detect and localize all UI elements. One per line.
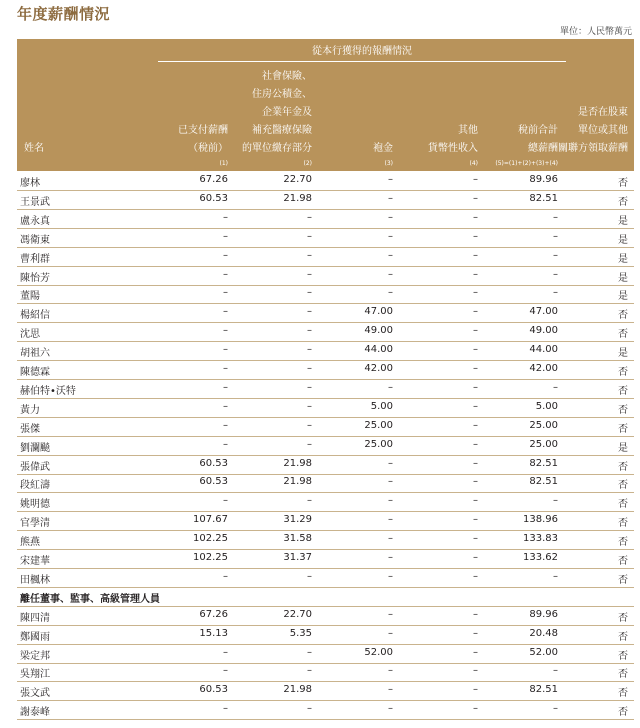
cell-c6: 否 [618, 688, 628, 700]
cell-c5: 42.00 [529, 363, 558, 374]
cell-c2: 21.98 [283, 192, 312, 204]
cell-c6: 否 [618, 404, 628, 416]
cell-c4: – [473, 268, 478, 280]
cell-c6: 否 [618, 631, 628, 643]
cell-c4: – [473, 665, 478, 677]
cell-c5: 89.96 [529, 174, 558, 185]
cell-c4: – [473, 684, 478, 696]
table-row [17, 473, 634, 493]
cell-c1: 67.26 [199, 174, 228, 185]
table-row [17, 190, 634, 210]
cell-c2: – [307, 249, 312, 261]
cell-c5: – [553, 495, 558, 507]
cell-c5: 133.83 [523, 533, 558, 545]
cell-c1: 15.13 [199, 627, 228, 639]
cell-c2: – [307, 438, 312, 450]
cell-name: 赫伯特•沃特 [20, 385, 76, 397]
table-row [17, 455, 634, 475]
cell-c5: 82.51 [529, 476, 558, 488]
cell-c3: – [388, 457, 393, 469]
header-col2-num: (2) [303, 160, 312, 167]
header-col1-num: (1) [219, 160, 228, 167]
header-col3-line: 袍金 [373, 143, 393, 154]
cell-c6: 否 [618, 480, 628, 492]
group-title: 從本行獲得的報酬情況 [312, 46, 412, 57]
cell-name: 陳四清 [20, 612, 50, 624]
cell-c1: – [223, 211, 228, 223]
table-row [17, 417, 634, 437]
cell-c2: – [307, 400, 312, 412]
cell-name: 姚明德 [20, 499, 50, 511]
cell-c3: 25.00 [364, 438, 393, 450]
cell-c4: – [473, 363, 478, 374]
cell-c5: – [553, 287, 558, 299]
cell-c3: – [388, 249, 393, 261]
cell-name: 劉瀾飈 [20, 442, 50, 454]
table-row [17, 379, 634, 399]
header-col5-line: 總薪酬 [528, 143, 558, 154]
cell-c4: – [473, 419, 478, 431]
table-row [17, 549, 634, 569]
header-col2-line: 的單位繳存部分 [242, 143, 312, 154]
table-row [17, 360, 634, 380]
cell-c4: – [473, 457, 478, 469]
cell-c5: – [553, 570, 558, 582]
page-title: 年度薪酬情況 [17, 5, 111, 23]
cell-c6: 否 [618, 178, 628, 189]
cell-c4: – [473, 533, 478, 545]
header-col2-line: 住房公積金、 [252, 89, 312, 100]
cell-c1: – [223, 325, 228, 337]
cell-c3: – [388, 514, 393, 526]
cell-c6: 是 [618, 291, 628, 303]
cell-c4: – [473, 552, 478, 563]
cell-c6: 是 [618, 253, 628, 265]
cell-name: 楊紹信 [20, 310, 50, 322]
cell-c1: – [223, 665, 228, 677]
table-row [17, 171, 634, 191]
cell-c4: – [473, 192, 478, 204]
cell-c6: 否 [618, 423, 628, 435]
cell-name: 宋建華 [20, 556, 50, 567]
cell-c6: 否 [618, 329, 628, 341]
cell-c5: – [553, 703, 558, 715]
cell-c6: 是 [618, 234, 628, 246]
table-row [17, 436, 634, 456]
header-col2 [242, 68, 312, 158]
cell-name: 陳德霖 [20, 367, 50, 378]
table-row [17, 681, 634, 701]
cell-c3: – [388, 230, 393, 242]
cell-c1: 60.53 [199, 476, 228, 488]
cell-c2: – [307, 268, 312, 280]
cell-c3: – [388, 570, 393, 582]
cell-c6: 否 [618, 518, 628, 530]
table-row [17, 247, 634, 267]
table-row [17, 492, 634, 512]
cell-c3: – [388, 476, 393, 488]
cell-c3: 44.00 [364, 344, 393, 356]
header-col5-num: (5)=(1)+(2)+(3)+(4) [495, 160, 558, 167]
cell-c5: 5.00 [535, 400, 558, 412]
cell-c4: – [473, 230, 478, 242]
header-col3-num: (3) [384, 160, 393, 167]
cell-c2: – [307, 703, 312, 715]
cell-name: 沈思 [20, 329, 40, 341]
cell-name: 曹利群 [20, 253, 50, 265]
cell-c5: 49.00 [529, 325, 558, 337]
cell-c1: – [223, 495, 228, 507]
cell-c2: – [307, 306, 312, 318]
header-col1 [178, 122, 228, 158]
cell-c4: – [473, 627, 478, 639]
cell-c1: 102.25 [193, 552, 228, 563]
cell-c3: – [388, 287, 393, 299]
cell-c6: 是 [618, 442, 628, 454]
cell-c3: – [388, 627, 393, 639]
cell-c4: – [473, 344, 478, 356]
table-row [17, 700, 634, 720]
header-col5-line: 稅前合計 [518, 125, 558, 136]
table-row [17, 266, 634, 286]
cell-c2: 31.29 [283, 514, 312, 526]
table-row [17, 398, 634, 418]
table-row [17, 568, 634, 588]
cell-c2: – [307, 665, 312, 677]
cell-c2: – [307, 419, 312, 431]
cell-name: 董陽 [20, 291, 40, 303]
cell-c2: 5.35 [289, 627, 312, 639]
header-col6 [558, 104, 628, 158]
cell-c6: 是 [618, 215, 628, 227]
cell-c2: 21.98 [283, 457, 312, 469]
cell-c1: – [223, 268, 228, 280]
cell-c5: – [553, 211, 558, 223]
cell-name: 謝泰峰 [20, 707, 50, 719]
cell-name: 盧永真 [20, 215, 50, 227]
cell-c2: – [307, 570, 312, 582]
cell-name: 熊燕 [20, 537, 40, 549]
cell-c1: 107.67 [193, 514, 228, 526]
cell-c5: – [553, 665, 558, 677]
cell-c6: 否 [618, 707, 628, 719]
cell-c3: – [388, 665, 393, 677]
cell-name: 胡祖六 [20, 348, 50, 360]
table-row [17, 341, 634, 361]
cell-c1: – [223, 363, 228, 374]
table-row [17, 209, 634, 229]
cell-name: 馮衛東 [20, 234, 50, 246]
cell-c5: 25.00 [529, 419, 558, 431]
cell-c3: – [388, 192, 393, 204]
cell-c6: 否 [618, 537, 628, 549]
cell-name: 段紅濤 [20, 480, 50, 492]
header-col4 [428, 122, 478, 158]
cell-c3: – [388, 684, 393, 696]
cell-c2: – [307, 211, 312, 223]
cell-c3: – [388, 211, 393, 223]
cell-c2: 31.37 [283, 552, 312, 563]
cell-c1: 67.26 [199, 608, 228, 620]
table-row [17, 303, 634, 323]
cell-c2: – [307, 363, 312, 374]
cell-c3: 42.00 [364, 363, 393, 374]
cell-c1: – [223, 646, 228, 658]
cell-c2: 22.70 [283, 608, 312, 620]
cell-name: 官學清 [20, 518, 50, 530]
cell-c6: 否 [618, 574, 628, 586]
cell-c1: 102.25 [193, 533, 228, 545]
cell-name: 廖林 [20, 178, 40, 189]
cell-c4: – [473, 476, 478, 488]
header-col6-line: 關聯方領取薪酬 [558, 143, 628, 154]
cell-c2: – [307, 287, 312, 299]
cell-c6: 否 [618, 196, 628, 208]
cell-c4: – [473, 325, 478, 337]
table-row [17, 511, 634, 531]
table-header [17, 39, 634, 171]
cell-c1: – [223, 419, 228, 431]
cell-c3: 5.00 [370, 400, 393, 412]
cell-c2: 31.58 [283, 533, 312, 545]
cell-c3: – [388, 533, 393, 545]
cell-c4: – [473, 381, 478, 393]
cell-c4: – [473, 514, 478, 526]
cell-c2: 22.70 [283, 174, 312, 185]
cell-c5: 89.96 [529, 608, 558, 620]
table-row [17, 644, 634, 664]
cell-c1: – [223, 400, 228, 412]
header-col5 [518, 122, 558, 158]
cell-c1: – [223, 344, 228, 356]
cell-c5: 25.00 [529, 438, 558, 450]
table-row [17, 662, 634, 682]
table-row [17, 606, 634, 626]
cell-name: 吳翔江 [20, 669, 50, 681]
header-col6-line: 單位或其他 [578, 125, 628, 136]
cell-c6: 否 [618, 367, 628, 378]
table-row [17, 625, 634, 645]
cell-c2: 21.98 [283, 684, 312, 696]
cell-c3: – [388, 608, 393, 620]
cell-c4: – [473, 703, 478, 715]
cell-c5: 52.00 [529, 646, 558, 658]
cell-c5: 47.00 [529, 306, 558, 318]
cell-c5: 82.51 [529, 684, 558, 696]
header-col1-line: （稅前） [188, 143, 228, 154]
cell-c1: – [223, 570, 228, 582]
cell-name: 張偉武 [20, 461, 50, 473]
cell-c6: 否 [618, 612, 628, 624]
cell-c2: – [307, 344, 312, 356]
header-col2-line: 社會保險、 [262, 71, 312, 82]
section-row [17, 587, 634, 607]
cell-c3: – [388, 268, 393, 280]
cell-c4: – [473, 287, 478, 299]
cell-c1: – [223, 438, 228, 450]
unit-note: 單位：人民幣萬元 [559, 27, 632, 37]
header-col6-line: 是否在股東 [578, 107, 628, 118]
cell-c5: 133.62 [523, 552, 558, 563]
header-col3 [373, 140, 393, 158]
header-col1-line: 已支付薪酬 [178, 125, 228, 136]
header-col2-line: 補充醫療保險 [252, 125, 312, 136]
cell-c5: – [553, 230, 558, 242]
cell-c1: 60.53 [199, 192, 228, 204]
cell-c4: – [473, 306, 478, 318]
cell-c3: 49.00 [364, 325, 393, 337]
cell-c1: – [223, 703, 228, 715]
cell-c3: – [388, 495, 393, 507]
header-col4-line: 貨幣性收入 [428, 143, 478, 154]
cell-c6: 否 [618, 650, 628, 662]
cell-c4: – [473, 495, 478, 507]
cell-c4: – [473, 438, 478, 450]
cell-c3: 25.00 [364, 419, 393, 431]
cell-name: 陳怡芳 [20, 272, 50, 284]
cell-c5: – [553, 249, 558, 261]
cell-c3: – [388, 381, 393, 393]
cell-c1: 60.53 [199, 457, 228, 469]
section-label: 離任董事、監事、高級管理人員 [20, 593, 160, 605]
cell-c3: – [388, 552, 393, 563]
cell-c1: – [223, 230, 228, 242]
cell-c6: 否 [618, 310, 628, 322]
cell-name: 王景武 [20, 196, 50, 208]
cell-c3: – [388, 174, 393, 185]
table-row [17, 284, 634, 304]
cell-c4: – [473, 211, 478, 223]
cell-c4: – [473, 570, 478, 582]
header-col4-line: 其他 [458, 125, 478, 136]
cell-c4: – [473, 174, 478, 185]
cell-c3: 52.00 [364, 646, 393, 658]
cell-name: 黃力 [20, 404, 40, 416]
cell-c6: 是 [618, 272, 628, 284]
cell-name: 鄭國雨 [20, 631, 50, 643]
cell-c2: – [307, 495, 312, 507]
cell-c4: – [473, 400, 478, 412]
cell-c4: – [473, 249, 478, 261]
cell-c2: – [307, 230, 312, 242]
cell-c6: 否 [618, 385, 628, 397]
cell-name: 梁定邦 [20, 650, 50, 662]
header-col2-line: 企業年金及 [262, 107, 312, 118]
table-row [17, 530, 634, 550]
cell-c1: – [223, 287, 228, 299]
cell-c1: 60.53 [199, 684, 228, 696]
cell-c5: 44.00 [529, 344, 558, 356]
cell-c2: – [307, 381, 312, 393]
cell-c1: – [223, 306, 228, 318]
cell-c2: – [307, 325, 312, 337]
cell-c4: – [473, 608, 478, 620]
cell-c6: 否 [618, 669, 628, 681]
cell-c3: 47.00 [364, 306, 393, 318]
cell-c2: – [307, 646, 312, 658]
cell-c5: 82.51 [529, 457, 558, 469]
cell-c1: – [223, 249, 228, 261]
header-col4-num: (4) [469, 160, 478, 167]
cell-name: 張傑 [20, 423, 40, 435]
table-row [17, 322, 634, 342]
cell-name: 張文武 [20, 688, 50, 700]
table-row [17, 228, 634, 248]
group-divider [158, 61, 566, 62]
cell-c2: 21.98 [283, 476, 312, 488]
cell-name: 田楓林 [20, 574, 50, 586]
cell-c6: 否 [618, 556, 628, 567]
header-name: 姓名 [24, 143, 44, 154]
cell-c4: – [473, 646, 478, 658]
cell-c6: 否 [618, 461, 628, 473]
cell-c6: 否 [618, 499, 628, 511]
cell-c5: – [553, 381, 558, 393]
cell-c1: – [223, 381, 228, 393]
cell-c3: – [388, 703, 393, 715]
cell-c5: 20.48 [529, 627, 558, 639]
cell-c5: 82.51 [529, 192, 558, 204]
cell-c5: – [553, 268, 558, 280]
cell-c6: 是 [618, 348, 628, 360]
cell-c5: 138.96 [523, 514, 558, 526]
